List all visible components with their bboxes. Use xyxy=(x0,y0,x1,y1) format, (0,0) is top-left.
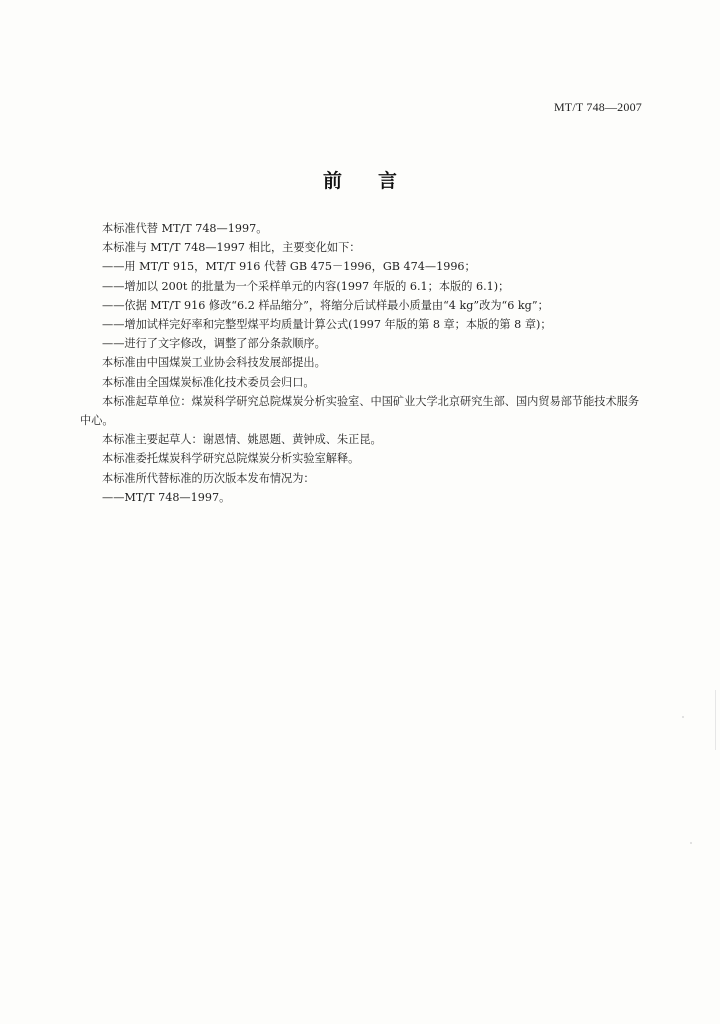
scan-edge-line xyxy=(715,690,716,750)
paragraph-replaces: 本标准代替 MT/T 748—1997。 xyxy=(102,222,268,235)
paragraph-interpretation: 本标准委托煤炭科学研究总院煤炭分析实验室解释。 xyxy=(102,452,360,466)
paragraph-proposed-by: 本标准由中国煤炭工业协会科技发展部提出。 xyxy=(102,356,326,370)
list-item-change-3: ——依据 MT/T 916 修改“6.2 样品缩分”，将缩分后试样最小质量由“4 kg”改为“6 kg”； xyxy=(102,298,549,312)
list-item-history-1: ——MT/T 748—1997。 xyxy=(102,490,231,504)
page-title: 前言 xyxy=(322,170,433,192)
scan-speck xyxy=(682,716,684,718)
foreword-body xyxy=(80,219,646,507)
paragraph-drafters: 本标准主要起草人：谢恩情、姚恩题、黄钟成、朱正昆。 xyxy=(102,433,382,447)
paragraph-history-intro: 本标准所代替标准的历次版本发布情况为： xyxy=(102,471,315,485)
paragraph-changes-intro: 本标准与 MT/T 748—1997 相比，主要变化如下： xyxy=(102,241,361,255)
standard-code: MT/T 748—2007 xyxy=(553,100,642,114)
list-item-change-1: ——用 MT/T 915，MT/T 916 代替 GB 475－1996，GB 474—1996； xyxy=(102,260,476,274)
list-item-change-5: ——进行了文字修改，调整了部分条款顺序。 xyxy=(102,337,326,351)
paragraph-drafting-units: 本标准起草单位：煤炭科学研究总院煤炭分析实验室、中国矿业大学北京研究生部、国内贸易部节能技术服务中心。 xyxy=(80,394,640,428)
list-item-change-2: ——增加以 200t 的批量为一个采样单元的内容(1997 年版的 6.1；本版的 6.1)； xyxy=(102,279,510,293)
scan-speck xyxy=(690,842,692,844)
list-item-change-4: ——增加试样完好率和完整型煤平均质量计算公式(1997 年版的第 8 章；本版的第 8 章)； xyxy=(102,318,552,332)
paragraph-centralized-by: 本标准由全国煤炭标准化技术委员会归口。 xyxy=(102,375,315,389)
